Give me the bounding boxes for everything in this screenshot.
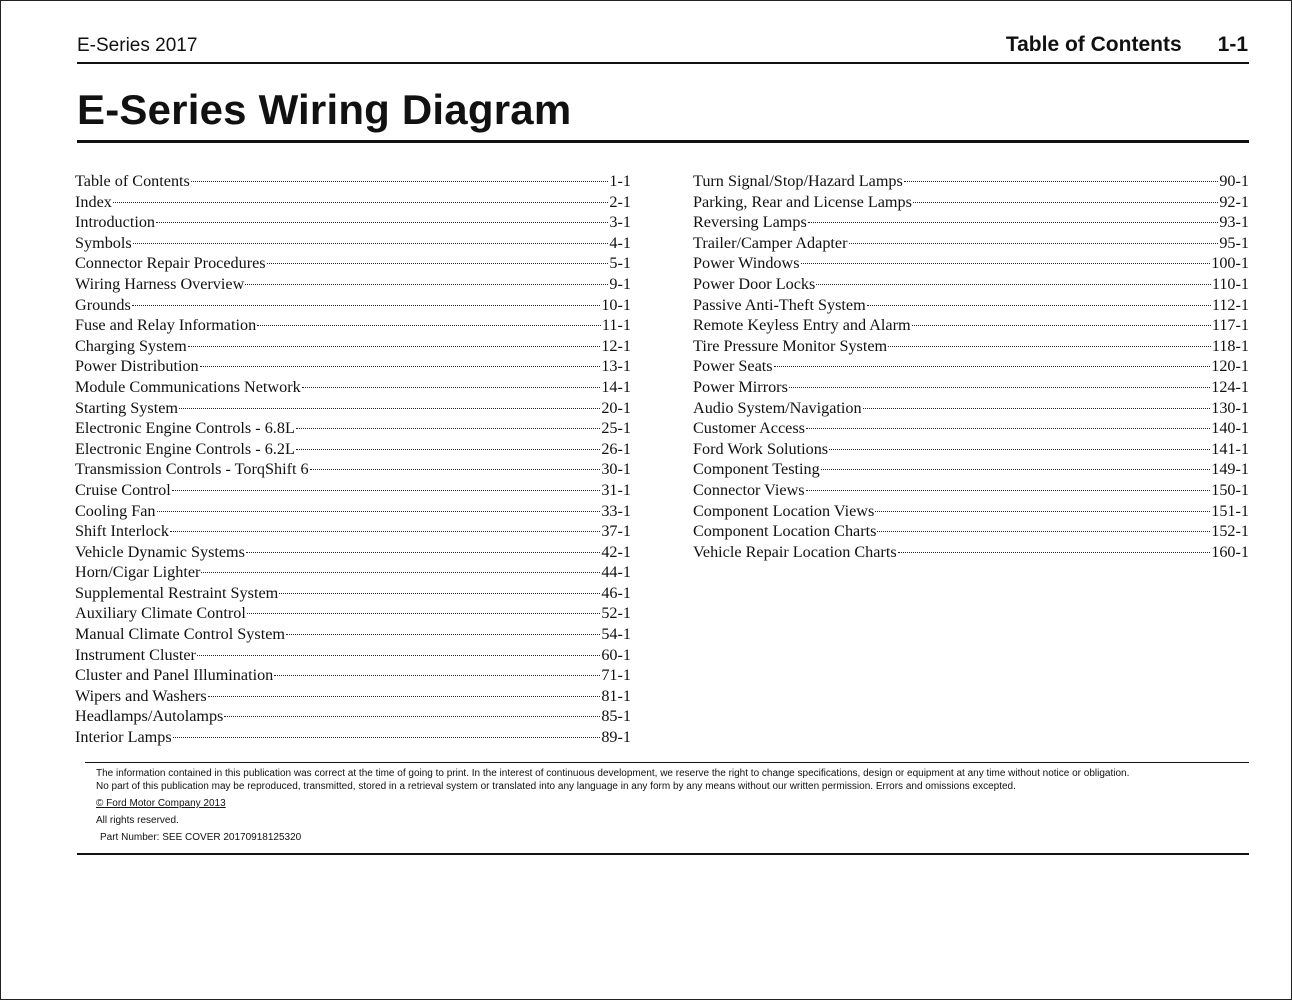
toc-entry-page: 13-1 xyxy=(601,357,631,376)
toc-entry-page: 118-1 xyxy=(1211,336,1249,355)
header-model: E-Series 2017 xyxy=(77,35,198,56)
toc-dot-leader xyxy=(173,737,601,738)
toc-dot-leader xyxy=(170,531,600,532)
toc-dot-leader xyxy=(806,428,1210,429)
toc-entry-page: 52-1 xyxy=(601,604,631,623)
footer-notice-2: No part of this publication may be reproduced, transmitted, stored in a retrieval system or translated into any language in any form by any means without our written permission. Errors and omissions excepted. xyxy=(96,781,1016,792)
toc-entry[interactable] xyxy=(75,398,631,419)
toc-dot-leader xyxy=(191,181,609,182)
toc-dot-leader xyxy=(274,675,600,676)
toc-entry[interactable] xyxy=(693,398,1249,419)
toc-entry[interactable] xyxy=(75,233,631,254)
toc-entry-page: 4-1 xyxy=(609,233,631,252)
toc-entry[interactable] xyxy=(693,233,1249,254)
toc-entry-page: 54-1 xyxy=(601,625,631,644)
toc-entry-label: Turn Signal/Stop/Hazard Lamps xyxy=(693,172,903,190)
toc-entry-label: Introduction xyxy=(75,213,156,232)
toc-dot-leader xyxy=(875,511,1210,512)
toc-dot-leader xyxy=(789,387,1210,388)
toc-entry[interactable] xyxy=(75,603,631,624)
toc-entry-label: Power Windows xyxy=(693,254,800,273)
toc-entry-label: Component Location Views xyxy=(693,501,875,520)
toc-entry-label: Charging System xyxy=(75,336,187,355)
toc-dot-leader xyxy=(245,284,608,285)
toc-entry-page: 44-1 xyxy=(601,563,631,582)
toc-entry-label: Electronic Engine Controls - 6.2L xyxy=(75,439,295,458)
toc-dot-leader xyxy=(816,284,1211,285)
toc-entry[interactable] xyxy=(75,439,631,460)
toc-entry-label: Customer Access xyxy=(693,419,805,438)
toc-entry[interactable] xyxy=(693,212,1249,233)
toc-entry[interactable] xyxy=(75,212,631,233)
toc-entry-label: Parking, Rear and License Lamps xyxy=(693,192,912,211)
toc-entry[interactable] xyxy=(693,336,1249,357)
toc-entry[interactable] xyxy=(75,727,631,748)
toc-entry-page: 117-1 xyxy=(1211,316,1249,335)
toc-entry-page: 14-1 xyxy=(601,377,631,396)
toc-entry-page: 89-1 xyxy=(601,728,631,747)
toc-dot-leader xyxy=(821,469,1211,470)
toc-entry-page: 60-1 xyxy=(601,645,631,664)
toc-entry[interactable] xyxy=(693,542,1249,563)
toc-entry-page: 149-1 xyxy=(1211,460,1249,479)
toc-entry-page: 151-1 xyxy=(1211,501,1249,520)
toc-entry-page: 11-1 xyxy=(601,316,631,335)
toc-entry-page: 112-1 xyxy=(1211,295,1249,314)
toc-dot-leader xyxy=(863,408,1211,409)
toc-right-column xyxy=(693,171,1249,562)
toc-entry-page: 33-1 xyxy=(601,501,631,520)
toc-entry-label: Connector Views xyxy=(693,480,805,499)
toc-entry-page: 124-1 xyxy=(1211,377,1249,396)
toc-entry-label: Tire Pressure Monitor System xyxy=(693,336,888,355)
toc-entry-label: Vehicle Repair Location Charts xyxy=(693,542,897,561)
toc-dot-leader xyxy=(279,593,600,594)
toc-entry[interactable] xyxy=(693,192,1249,213)
toc-entry-page: 110-1 xyxy=(1211,274,1249,293)
toc-dot-leader xyxy=(246,552,600,553)
toc-dot-leader xyxy=(913,202,1218,203)
toc-entry-label: Cooling Fan xyxy=(75,501,156,520)
toc-dot-leader xyxy=(849,243,1219,244)
toc-entry[interactable] xyxy=(75,377,631,398)
toc-entry-page: 3-1 xyxy=(609,213,631,232)
toc-entry[interactable] xyxy=(75,562,631,583)
toc-dot-leader xyxy=(310,469,601,470)
toc-entry-label: Vehicle Dynamic Systems xyxy=(75,542,245,561)
toc-entry[interactable] xyxy=(693,377,1249,398)
toc-dot-leader xyxy=(296,449,601,450)
toc-entry-page: 20-1 xyxy=(601,398,631,417)
toc-entry[interactable] xyxy=(693,315,1249,336)
toc-entry[interactable] xyxy=(693,274,1249,295)
toc-entry-label: Wipers and Washers xyxy=(75,686,207,705)
toc-left-column xyxy=(75,171,631,748)
toc-entry-page: 25-1 xyxy=(601,419,631,438)
toc-dot-leader xyxy=(888,346,1211,347)
toc-entry-label: Electronic Engine Controls - 6.8L xyxy=(75,419,295,438)
toc-entry[interactable] xyxy=(75,418,631,439)
toc-dot-leader xyxy=(247,613,600,614)
toc-entry-page: 1-1 xyxy=(609,172,631,190)
toc-entry-label: Grounds xyxy=(75,295,131,314)
toc-entry[interactable] xyxy=(75,542,631,563)
toc-entry[interactable] xyxy=(693,521,1249,542)
toc-dot-leader xyxy=(867,305,1211,306)
toc-dot-leader xyxy=(267,263,609,264)
toc-entry-page: 85-1 xyxy=(601,707,631,726)
toc-entry-label: Component Testing xyxy=(693,460,820,479)
toc-entry-page: 152-1 xyxy=(1211,522,1249,541)
toc-entry-label: Fuse and Relay Information xyxy=(75,316,257,335)
toc-entry-page: 12-1 xyxy=(601,336,631,355)
toc-entry-page: 81-1 xyxy=(601,686,631,705)
toc-dot-leader xyxy=(912,325,1211,326)
toc-entry-label: Reversing Lamps xyxy=(693,213,807,232)
toc-entry[interactable] xyxy=(75,336,631,357)
toc-entry-page: 160-1 xyxy=(1211,542,1249,561)
toc-dot-leader xyxy=(201,572,600,573)
footer-part-number: Part Number: SEE COVER 20170918125320 xyxy=(100,832,302,843)
toc-dot-leader xyxy=(157,511,601,512)
toc-entry[interactable] xyxy=(75,665,631,686)
toc-dot-leader xyxy=(132,305,601,306)
footer-notice xyxy=(85,762,1249,853)
toc-entry-label: Starting System xyxy=(75,398,178,417)
toc-entry-page: 140-1 xyxy=(1211,419,1249,438)
toc-entry-label: Wiring Harness Overview xyxy=(75,274,245,293)
footer-copyright: © Ford Motor Company 2013 xyxy=(96,798,226,809)
toc-entry-label: Power Door Locks xyxy=(693,274,816,293)
toc-entry[interactable] xyxy=(75,459,631,480)
toc-dot-leader xyxy=(808,222,1219,223)
toc-dot-leader xyxy=(806,490,1211,491)
toc-entry-label: Connector Repair Procedures xyxy=(75,254,266,273)
toc-dot-leader xyxy=(801,263,1211,264)
toc-dot-leader xyxy=(208,696,601,697)
toc-entry[interactable] xyxy=(75,295,631,316)
toc-dot-leader xyxy=(200,366,601,367)
toc-entry[interactable] xyxy=(75,706,631,727)
toc-entry-label: Index xyxy=(75,192,112,211)
toc-entry[interactable] xyxy=(75,583,631,604)
toc-entry-page: 31-1 xyxy=(601,480,631,499)
toc-entry-label: Power Distribution xyxy=(75,357,199,376)
footer-rule xyxy=(77,853,1249,855)
toc-entry-page: 93-1 xyxy=(1219,213,1249,232)
toc-entry-page: 141-1 xyxy=(1211,439,1249,458)
toc-entry-page: 5-1 xyxy=(609,254,631,273)
toc-entry[interactable] xyxy=(75,171,631,192)
toc-entry-label: Horn/Cigar Lighter xyxy=(75,563,201,582)
toc-entry-page: 130-1 xyxy=(1211,398,1249,417)
toc-entry-page: 90-1 xyxy=(1219,172,1249,190)
toc-entry[interactable] xyxy=(693,253,1249,274)
toc-entry-page: 2-1 xyxy=(609,192,631,211)
toc-entry[interactable] xyxy=(75,274,631,295)
toc-entry-page: 150-1 xyxy=(1211,480,1249,499)
toc-entry-page: 10-1 xyxy=(601,295,631,314)
toc-entry-label: Headlamps/Autolamps xyxy=(75,707,224,726)
toc-entry-label: Passive Anti-Theft System xyxy=(693,295,866,314)
header-page-number: 1-1 xyxy=(1217,33,1248,56)
toc-entry[interactable] xyxy=(693,171,1249,192)
toc-dot-leader xyxy=(829,449,1210,450)
toc-entry[interactable] xyxy=(75,356,631,377)
toc-dot-leader xyxy=(197,655,600,656)
toc-dot-leader xyxy=(296,428,601,429)
toc-dot-leader xyxy=(179,408,600,409)
toc-entry-label: Component Location Charts xyxy=(693,522,877,541)
toc-entry-page: 37-1 xyxy=(601,522,631,541)
toc-entry-label: Remote Keyless Entry and Alarm xyxy=(693,316,911,335)
toc-entry-label: Shift Interlock xyxy=(75,522,169,541)
footer-rights: All rights reserved. xyxy=(96,815,179,826)
toc-entry-label: Table of Contents xyxy=(75,172,190,190)
toc-entry-label: Audio System/Navigation xyxy=(693,398,862,417)
toc-entry[interactable] xyxy=(693,501,1249,522)
title-rule xyxy=(77,140,1249,143)
page-title: E-Series Wiring Diagram xyxy=(77,86,572,133)
toc-entry[interactable] xyxy=(75,315,631,336)
toc-entry[interactable] xyxy=(693,459,1249,480)
toc-dot-leader xyxy=(156,222,608,223)
toc-entry-page: 30-1 xyxy=(601,460,631,479)
toc-dot-leader xyxy=(133,243,609,244)
toc-entry-page: 26-1 xyxy=(601,439,631,458)
toc-entry[interactable] xyxy=(693,418,1249,439)
toc-entry-label: Manual Climate Control System xyxy=(75,625,285,644)
toc-entry-page: 9-1 xyxy=(609,274,631,293)
toc-entry[interactable] xyxy=(693,480,1249,501)
toc-entry[interactable] xyxy=(75,192,631,213)
toc-entry[interactable] xyxy=(75,501,631,522)
toc-entry-label: Supplemental Restraint System xyxy=(75,583,279,602)
toc-entry[interactable] xyxy=(75,624,631,645)
toc-dot-leader xyxy=(774,366,1211,367)
toc-entry-label: Symbols xyxy=(75,233,132,252)
toc-dot-leader xyxy=(113,202,609,203)
toc-dot-leader xyxy=(257,325,601,326)
footer-notice-1: The information contained in this publication was correct at the time of going to print. In the interest of continuous development, we reserve the right to change specifications, design or equipment at any time without notice or obligation. xyxy=(96,768,1130,779)
toc-dot-leader xyxy=(877,531,1210,532)
toc-entry-label: Trailer/Camper Adapter xyxy=(693,233,848,252)
toc-entry-page: 120-1 xyxy=(1211,357,1249,376)
toc-entry-label: Module Communications Network xyxy=(75,377,301,396)
toc-entry[interactable] xyxy=(693,439,1249,460)
toc-entry[interactable] xyxy=(75,480,631,501)
toc-entry-page: 92-1 xyxy=(1219,192,1249,211)
header-rule xyxy=(77,62,1249,64)
toc-dot-leader xyxy=(286,634,600,635)
toc-entry-label: Auxiliary Climate Control xyxy=(75,604,246,623)
toc-dot-leader xyxy=(172,490,601,491)
toc-entry[interactable] xyxy=(75,645,631,666)
toc-entry-page: 42-1 xyxy=(601,542,631,561)
toc-entry-label: Power Mirrors xyxy=(693,377,788,396)
toc-dot-leader xyxy=(904,181,1218,182)
toc-dot-leader xyxy=(302,387,601,388)
toc-entry[interactable] xyxy=(75,253,631,274)
toc-entry-label: Ford Work Solutions xyxy=(693,439,829,458)
toc-dot-leader xyxy=(188,346,601,347)
toc-entry[interactable] xyxy=(75,686,631,707)
toc-entry-label: Transmission Controls - TorqShift 6 xyxy=(75,460,309,479)
toc-entry[interactable] xyxy=(693,295,1249,316)
toc-entry-label: Cluster and Panel Illumination xyxy=(75,666,274,685)
toc-entry-label: Cruise Control xyxy=(75,480,171,499)
toc-dot-leader xyxy=(898,552,1211,553)
toc-entry-page: 95-1 xyxy=(1219,233,1249,252)
toc-entry-page: 100-1 xyxy=(1211,254,1249,273)
header-section-title: Table of Contents xyxy=(1005,33,1182,56)
toc-dot-leader xyxy=(224,716,600,717)
toc-entry[interactable] xyxy=(75,521,631,542)
toc-entry-label: Instrument Cluster xyxy=(75,645,196,664)
toc-entry-page: 71-1 xyxy=(601,666,631,685)
toc-entry-label: Power Seats xyxy=(693,357,773,376)
toc-entry-page: 46-1 xyxy=(601,583,631,602)
toc-entry[interactable] xyxy=(693,356,1249,377)
toc-entry-label: Interior Lamps xyxy=(75,728,172,747)
header-section xyxy=(1006,33,1248,57)
